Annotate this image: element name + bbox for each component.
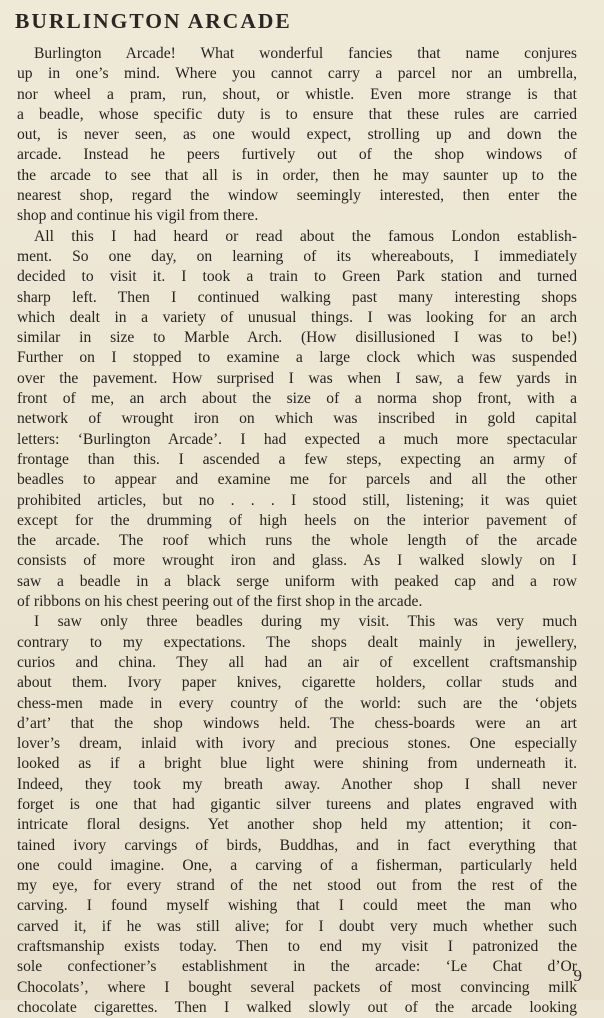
text-line: similar in size to Marble Arch. (How disillusioned I was to be!) [17, 329, 577, 347]
text-line: craftsmanship exists today. Then to end my visit I patronized the [17, 938, 577, 956]
text-line: All this I had heard or read about the famous London establish- [34, 227, 577, 245]
text-line: letters: ‘Burlington Arcade’. I had expected a much more spectacular [17, 430, 577, 448]
text-line: shop and continue his vigil from there. [17, 207, 259, 225]
text-line: carved it, if he was still alive; for I doubt very much whether such [17, 917, 577, 935]
text-line: lover’s dream, inlaid with ivory and precious stones. One especially [17, 735, 577, 753]
text-line: over the pavement. How surprised I was when I saw, a few yards in [17, 369, 577, 387]
text-line: forget is one that had gigantic silver tureens and plates engraved with [17, 795, 577, 813]
text-line: contrary to my expectations. The shops dealt mainly in jewellery, [17, 633, 577, 651]
text-line: up in one’s mind. Where you cannot carry a parcel nor an umbrella, [17, 65, 577, 83]
text-line: ment. So one day, on learning of its whereabouts, I immediately [17, 247, 577, 265]
text-line: one could imagine. One, a carving of a fisherman, particularly held [17, 856, 577, 874]
text-line: sole confectioner’s establishment in the arcade: ‘Le Chat d’Or [17, 958, 577, 976]
text-line: looked as if a bright blue light were shining from underneath it. [17, 755, 577, 773]
text-line: beadles to appear and examine me for parcels and all the other [17, 471, 577, 489]
text-line: network of wrought iron on which was inscribed in gold capital [17, 410, 577, 428]
text-line: curios and china. They all had an air of excellent craftsmanship [17, 653, 577, 671]
text-line: Burlington Arcade! What wonderful fancies that name conjures [34, 45, 577, 62]
page-number: 9 [573, 966, 582, 985]
text-line: Chocolats’, where I bought several packets of most convincing milk [17, 978, 577, 996]
text-line: the arcade to see that all is in order, then he may saunter up to the [17, 166, 577, 184]
text-line: of ribbons on his chest peering out of the first shop in the arcade. [17, 593, 423, 611]
text-line: chocolate cigarettes. Then I walked slowly out of the arcade looking [17, 998, 577, 1016]
text-line: my eye, for every strand of the net stood out from the rest of the [17, 877, 577, 895]
text-line: a beadle, whose specific duty is to ensure that these rules are carried [17, 105, 577, 123]
text-line: out, is never seen, as one would expect, strolling up and down the [17, 126, 577, 144]
text-line: saw a beadle in a black serge uniform with peaked cap and a row [17, 572, 577, 590]
body-text [17, 44, 577, 1018]
text-line: intricate floral designs. Yet another shop held my attention; it con- [17, 816, 577, 834]
text-line: the arcade. The roof which runs the whole length of the arcade [17, 532, 577, 550]
text-line: consists of more wrought iron and glass. As I walked slowly on I [17, 552, 577, 570]
text-line: front of me, an arch about the size of a norma shop front, with a [17, 390, 577, 408]
text-line: tained ivory carvings of birds, Buddhas, and in fact everything that [17, 836, 577, 854]
text-line: sharp left. Then I continued walking past many interesting shops [17, 288, 577, 306]
text-line: chess-men made in every country of the world: such are the ‘objets [17, 694, 577, 712]
text-line: prohibited articles, but no . . . I stood still, listening; it was quiet [17, 491, 577, 509]
text-line: which dealt in a variety of unusual things. I was looking for an arch [17, 308, 577, 326]
text-line: nor wheel a pram, run, shout, or whistle. Even more strange is that [17, 85, 577, 103]
text-line: I saw only three beadles during my visit. This was very much [34, 613, 577, 631]
text-line: nearest shop, regard the window seemingly interested, then enter the [17, 187, 577, 205]
text-line: decided to visit it. I took a train to Green Park station and turned [17, 268, 577, 286]
text-line: carving. I found myself wishing that I could meet the man who [17, 897, 577, 915]
text-line: Further on I stopped to examine a large clock which was suspended [17, 349, 577, 367]
text-line: arcade. Instead he peers furtively out of the shop windows of [17, 146, 577, 164]
chapter-title: BURLINGTON ARCADE [15, 9, 292, 33]
text-line: d’art’ that the shop windows held. The chess-boards were an art [17, 714, 577, 732]
text-line: except for the drumming of high heels on the interior pavement of [17, 511, 577, 529]
text-line: Indeed, they took my breath away. Another shop I shall never [17, 775, 577, 793]
text-line: about them. Ivory paper knives, cigarette holders, collar studs and [17, 674, 577, 692]
text-line: frontage than this. I ascended a few steps, expecting an army of [17, 450, 577, 468]
